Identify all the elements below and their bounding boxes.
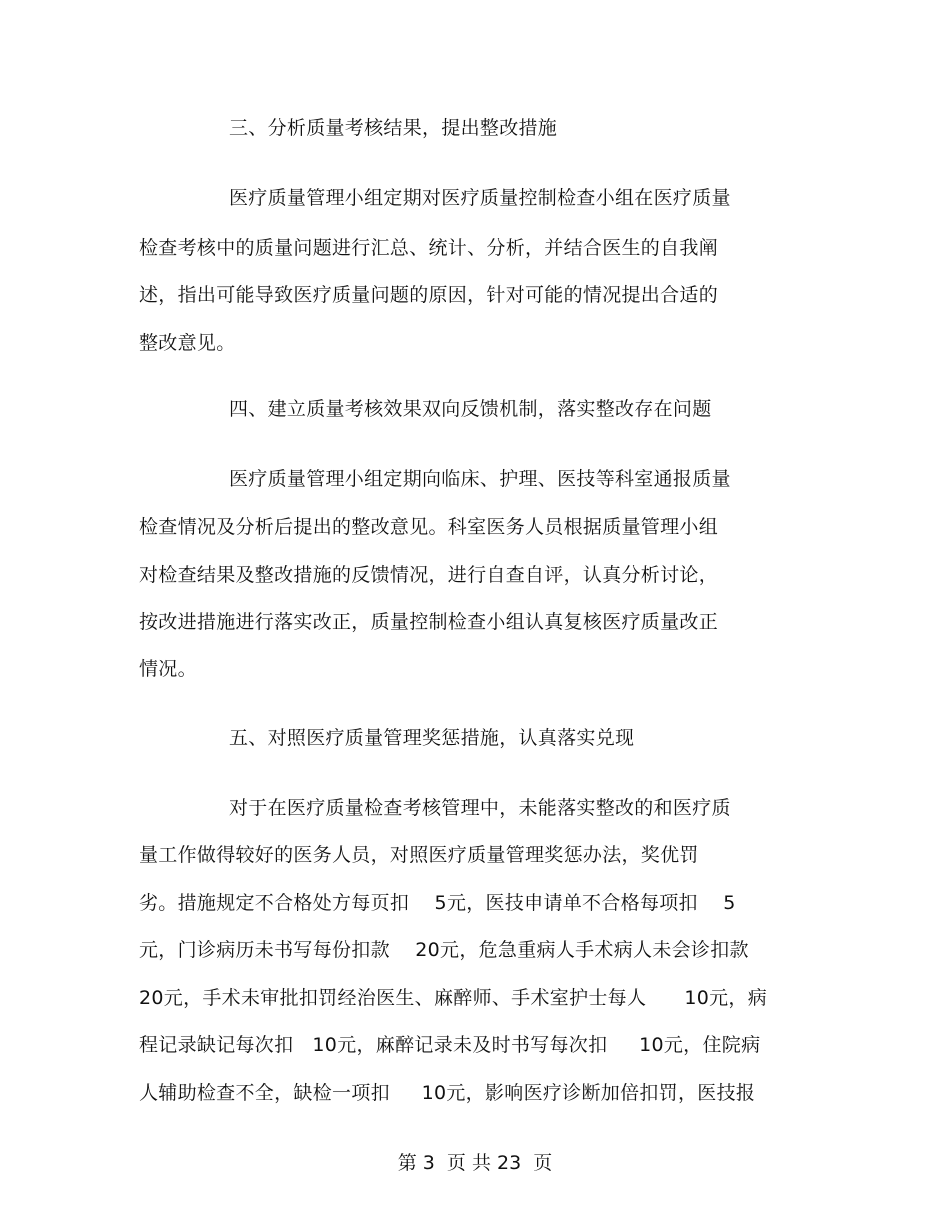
paragraph-line: 医疗质量管理小组定期向临床、护理、医技等科室通报质量 [229,468,731,490]
paragraph-line: 述，指出可能导致医疗质量问题的原因，针对可能的情况提出合适的 [139,284,719,306]
paragraph-line: 医疗质量管理小组定期对医疗质量控制检查小组在医疗质量 [229,187,731,209]
paragraph-line: 按改进措施进行落实改正，质量控制检查小组认真复核医疗质量改正 [139,611,719,633]
paragraph-line: 人辅助检查不全，缺检一项扣 10元，影响医疗诊断加倍扣罚，医技报 [139,1082,756,1104]
section-heading-5: 五、对照医疗质量管理奖惩措施，认真落实兑现 [229,727,635,749]
paragraph-line: 对检查结果及整改措施的反馈情况，进行自查自评，认真分析讨论， [139,564,719,586]
paragraph-line: 程记录缺记每次扣 10元，麻醉记录未及时书写每次扣 10元，住院病 [139,1034,761,1056]
paragraph-line: 20元，手术未审批扣罚经治医生、麻醉师、手术室护士每人 10元，病 [139,987,767,1009]
paragraph-line: 情况。 [139,658,197,680]
paragraph-line: 对于在医疗质量检查考核管理中，未能落实整改的和医疗质 [229,797,731,819]
page-number-footer: 第 3 页 共 23 页 [397,1152,553,1174]
paragraph-line: 量工作做得较好的医务人员，对照医疗质量管理奖惩办法，奖优罚 [139,844,699,866]
section-heading-3: 三、分析质量考核结果，提出整改措施 [229,117,558,139]
paragraph-line: 检查情况及分析后提出的整改意见。科室医务人员根据质量管理小组 [139,516,719,538]
section-heading-4: 四、建立质量考核效果双向反馈机制，落实整改存在问题 [229,398,712,420]
paragraph-line: 整改意见。 [139,332,236,354]
paragraph-line: 元，门诊病历未书写每份扣款 20元，危急重病人手术病人未会诊扣款 [139,939,749,961]
paragraph-line: 检查考核中的质量问题进行汇总、统计、分析，并结合医生的自我阐 [139,237,719,259]
paragraph-line: 劣。措施规定不合格处方每页扣 5元，医技申请单不合格每项扣 5 [139,892,736,914]
